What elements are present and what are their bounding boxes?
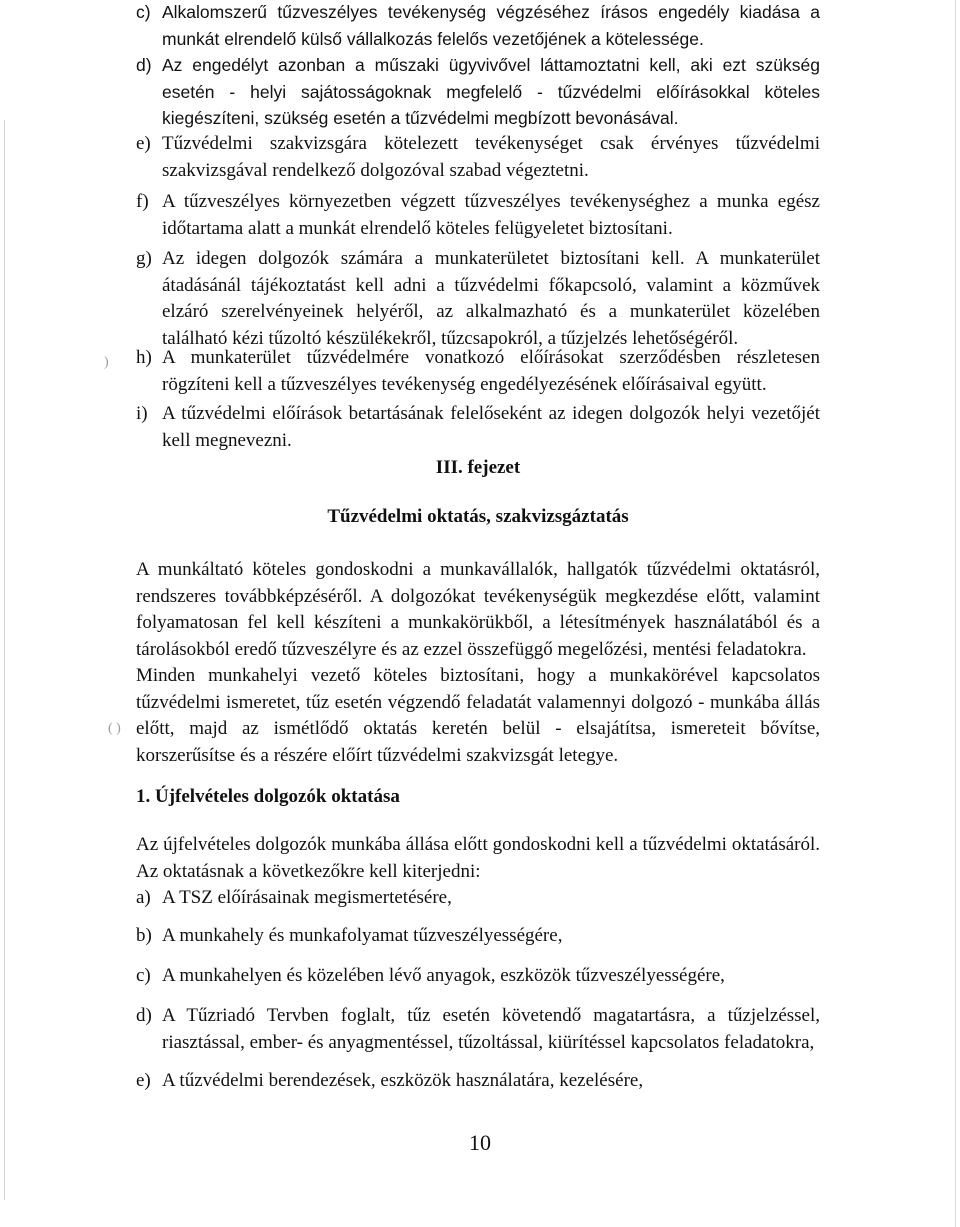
list-marker: f)	[136, 191, 149, 212]
list-marker: h)	[136, 347, 152, 368]
list-item-text: A tűzveszélyes környezetben végzett tűzveszélyes tevékenységhez a munka egész időtartama alatt a munkát elrendelő köteles felügyeletet biztosítani.	[162, 191, 820, 239]
list-marker: c)	[136, 2, 151, 22]
list-item-text: A munkahelyen és közelében lévő anyagok, eszközök tűzveszélyességére,	[162, 965, 725, 986]
list-marker: b)	[136, 925, 152, 946]
list-item	[136, 885, 820, 912]
body-paragraph: A munkáltató köteles gondoskodni a munkavállalók, hallgatók tűzvédelmi oktatásról, rendszeres továbbképzéséről. A dolgozókat tevékenységük megkezdése előtt, valamint folyamatosan fel kell készíteni a munkakörükből, a létesítmények használatából és a tárolásokból eredő tűzveszélyre és az ezzel összefüggő megelőzési, mentési feladatokra.	[136, 559, 820, 660]
list-item	[136, 963, 820, 990]
list-item	[136, 52, 820, 132]
list-item	[136, 401, 820, 454]
list-item	[136, 0, 820, 52]
list-item	[136, 1003, 820, 1056]
list-item-text: A munkaterület tűzvédelmére vonatkozó előírásokat szerződésben részletesen rögzíteni kell a tűzveszélyes tevékenység engedélyezésének előírásaival együtt.	[162, 347, 820, 395]
list-item	[136, 246, 820, 352]
list-item	[136, 345, 820, 398]
chapter-number: III. fejezet	[435, 457, 521, 478]
list-item	[136, 1068, 820, 1095]
list-marker: g)	[136, 248, 152, 269]
list-item-text: A tűzvédelmi berendezések, eszközök használatára, kezelésére,	[162, 1070, 644, 1091]
list-marker: e)	[136, 1070, 151, 1091]
list-item-text: Az engedélyt azonban a műszaki ügyvivővel láttamoztatni kell, aki ezt szükség esetén - helyi sajátosságoknak megfelelő - tűzvédelmi előírásokkal köteles kiegészíteni, szükség esetén a tűzvédelmi megbízott bevonásával.	[162, 55, 820, 128]
section-title: 1. Újfelvételes dolgozók oktatása	[136, 786, 400, 807]
chapter-title: Tűzvédelmi oktatás, szakvizsgáztatás	[327, 506, 629, 527]
page-number: 10	[469, 1130, 491, 1155]
list-item-text: A tűzvédelmi előírások betartásának felelőseként az idegen dolgozók helyi vezetőjét kell megnevezni.	[162, 403, 820, 451]
list-item-text: A munkahely és munkafolyamat tűzveszélyességére,	[162, 925, 563, 946]
list-item-text: Az idegen dolgozók számára a munkaterületet biztosítani kell. A munkaterület átadásánál tájékoztatást kell adni a tűzvédelmi főkapcsoló, valamint a közművek elzáró szerelvényeinek helyéről, az alkalmazható és a munkaterület közelében található kézi tűzoltó készülékekről, tűzcsapokról, a tűzjelzés lehetőségéről.	[162, 248, 820, 349]
list-item	[136, 923, 820, 950]
list-item-text: A TSZ előírásainak megismertetésére,	[162, 887, 452, 908]
list-marker: e)	[136, 133, 151, 154]
list-marker: d)	[136, 1005, 152, 1026]
list-marker: d)	[136, 55, 152, 75]
margin-mark: ( )	[108, 721, 121, 736]
scan-edge-left	[4, 120, 5, 1200]
section-intro: Az újfelvételes dolgozók munkába állása előtt gondoskodni kell a tűzvédelmi oktatásáról. Az oktatásnak a következőkre kell kiterjedni:	[136, 834, 820, 882]
list-marker: a)	[136, 887, 151, 908]
scan-edge-right	[955, 0, 956, 1227]
body-paragraph: Minden munkahelyi vezető köteles biztosítani, hogy a munkakörével kapcsolatos tűzvédelmi ismeretet, tűz esetén végzendő feladatát valamennyi dolgozó - munkába állás előtt, majd az ismétlődő oktatás keretén belül - elsajátítsa, ismereteit bővítse, korszerűsítse és a részére előírt tűzvédelmi szakvizsgát letegye.	[136, 665, 820, 766]
list-item	[136, 189, 820, 242]
margin-mark: )	[104, 355, 109, 370]
list-item	[136, 131, 820, 184]
list-marker: i)	[136, 403, 148, 424]
list-item-text: A Tűzriadó Tervben foglalt, tűz esetén követendő magatartásra, a tűzjelzéssel, riasztással, ember- és anyagmentéssel, tűzoltással, kiürítéssel kapcsolatos feladatokra,	[162, 1005, 820, 1053]
list-item-text: Tűzvédelmi szakvizsgára kötelezett tevékenységet csak érvényes tűzvédelmi szakvizsgával rendelkező dolgozóval szabad végeztetni.	[162, 133, 820, 181]
list-marker: c)	[136, 965, 151, 986]
list-item-text: Alkalomszerű tűzveszélyes tevékenység végzéséhez írásos engedély kiadása a munkát elrendelő külső vállalkozás felelős vezetőjének a kötelessége.	[162, 2, 820, 49]
